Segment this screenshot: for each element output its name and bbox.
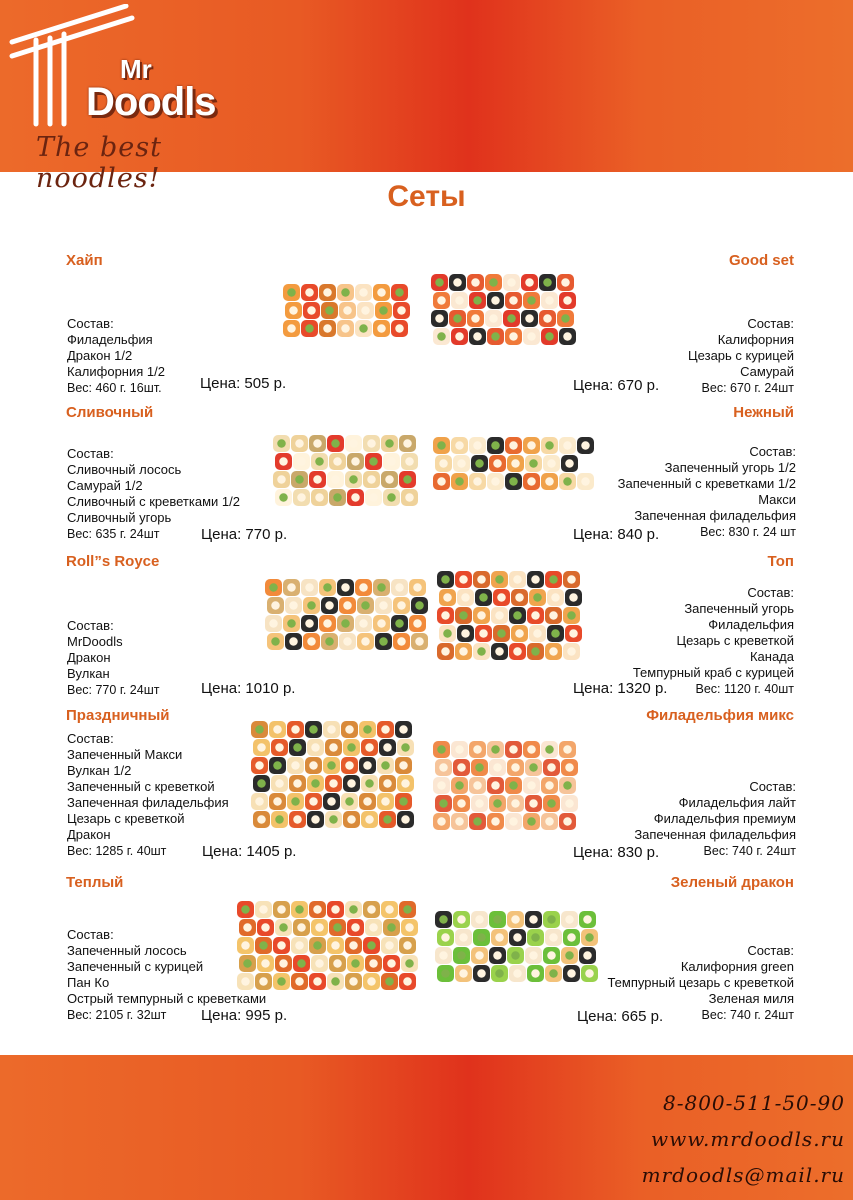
set-price bbox=[200, 375, 286, 392]
set-weight: Вес: 1285 г. 40шт bbox=[67, 844, 167, 858]
composition-label: Состав: bbox=[67, 927, 114, 942]
set-composition bbox=[67, 316, 165, 396]
composition-item: Запеченный с курицей bbox=[67, 959, 204, 974]
set-price bbox=[577, 1008, 663, 1025]
composition-label: Состав: bbox=[747, 943, 794, 958]
contact-phone: 8-800-511-50-90 bbox=[662, 1091, 845, 1115]
price-value: 665 р. bbox=[621, 1008, 664, 1025]
price-value: 1010 р. bbox=[245, 680, 296, 697]
composition-item: MrDoodls bbox=[67, 634, 123, 649]
composition-label: Состав: bbox=[747, 585, 794, 600]
brand-doodls: Doodls bbox=[86, 80, 216, 124]
set-name: Сливочный bbox=[66, 404, 154, 421]
page-title: Сеты bbox=[387, 180, 466, 213]
price-label: Цена: bbox=[202, 843, 243, 860]
sushi-set-image bbox=[236, 900, 428, 996]
composition-label: Состав: bbox=[67, 731, 114, 746]
composition-item: Запеченный лосось bbox=[67, 943, 187, 958]
set-name: Good set bbox=[728, 252, 794, 269]
composition-item: Дракон bbox=[67, 827, 111, 842]
composition-item: Вулкан 1/2 bbox=[67, 763, 132, 778]
price-value: 670 р. bbox=[617, 377, 660, 394]
set-name: Топ bbox=[767, 553, 794, 570]
set-composition bbox=[67, 618, 159, 698]
price-value: 1320 р. bbox=[617, 680, 668, 697]
composition-item: Запеченный с креветкой bbox=[67, 779, 215, 794]
sushi-set-image bbox=[264, 578, 429, 656]
composition-item: Цезарь с курицей bbox=[688, 348, 794, 363]
composition-item: Цезарь с креветкой bbox=[676, 633, 794, 648]
composition-item: Филадельфия лайт bbox=[678, 795, 796, 810]
set-weight: Вес: 670 г. 24шт bbox=[701, 381, 794, 395]
composition-label: Состав: bbox=[67, 618, 114, 633]
composition-item: Запеченный с креветками 1/2 bbox=[617, 476, 796, 491]
set-price bbox=[573, 680, 667, 697]
set-name: Нежный bbox=[733, 404, 794, 421]
composition-item: Самурай 1/2 bbox=[67, 478, 143, 493]
sushi-set-image bbox=[432, 436, 594, 506]
composition-item: Запеченная филадельфия bbox=[634, 827, 796, 842]
composition-item: Острый темпурный с креветками bbox=[67, 991, 267, 1006]
contact-email: mrdoodls@mail.ru bbox=[641, 1163, 845, 1187]
composition-item: Запеченный Макси bbox=[67, 747, 183, 762]
composition-item: Самурай bbox=[740, 364, 794, 379]
set-weight: Вес: 2105 г. 32шт bbox=[67, 1008, 167, 1022]
price-value: 505 р. bbox=[244, 375, 287, 392]
composition-item: Калифорния bbox=[717, 332, 794, 347]
price-value: 840 р. bbox=[617, 526, 660, 543]
price-value: 1405 р. bbox=[246, 843, 297, 860]
composition-item: Калифорния green bbox=[680, 959, 794, 974]
sushi-set-image bbox=[432, 740, 592, 836]
composition-item: Сливочный с креветками 1/2 bbox=[67, 494, 240, 509]
composition-item: Филадельфия bbox=[708, 617, 794, 632]
brand-mr: Mr bbox=[120, 54, 152, 84]
set-price bbox=[573, 377, 659, 394]
composition-item: Запеченная филадельфия bbox=[634, 508, 796, 523]
set-weight: Вес: 635 г. 24шт bbox=[67, 527, 160, 541]
set-price bbox=[201, 680, 295, 697]
price-label: Цена: bbox=[201, 1007, 242, 1024]
set-price bbox=[202, 843, 296, 860]
composition-item: Канада bbox=[749, 649, 794, 664]
composition-item: Запеченный угорь 1/2 bbox=[664, 460, 796, 475]
price-label: Цена: bbox=[573, 377, 614, 394]
price-label: Цена: bbox=[201, 526, 242, 543]
set-composition bbox=[67, 731, 229, 859]
composition-item: Темпурный краб с курицей bbox=[632, 665, 794, 680]
composition-item: Вулкан bbox=[67, 666, 110, 681]
price-value: 830 р. bbox=[617, 844, 660, 861]
composition-item: Калифорния 1/2 bbox=[67, 364, 165, 379]
set-weight: Вес: 740 г. 24шт bbox=[701, 1008, 794, 1022]
composition-item: Макси bbox=[758, 492, 796, 507]
composition-item: Сливочный угорь bbox=[67, 510, 172, 525]
composition-item: Дракон 1/2 bbox=[67, 348, 133, 363]
composition-label: Состав: bbox=[67, 446, 114, 461]
sushi-set-image bbox=[434, 910, 599, 996]
composition-label: Состав: bbox=[749, 444, 796, 459]
price-label: Цена: bbox=[201, 680, 242, 697]
sushi-set-image bbox=[282, 283, 422, 353]
set-price bbox=[573, 526, 659, 543]
footer-band bbox=[0, 1055, 853, 1200]
price-value: 770 р. bbox=[245, 526, 288, 543]
set-name: Теплый bbox=[66, 874, 124, 891]
header-band bbox=[0, 0, 853, 194]
set-price bbox=[573, 844, 659, 861]
composition-item: Дракон bbox=[67, 650, 111, 665]
set-composition bbox=[688, 316, 794, 396]
contact-website: www.mrdoodls.ru bbox=[650, 1127, 845, 1151]
set-price bbox=[201, 1007, 287, 1024]
composition-item: Филадельфия bbox=[67, 332, 153, 347]
sushi-set-image bbox=[250, 720, 428, 838]
set-weight: Вес: 1120 г. 40шт bbox=[695, 682, 794, 696]
price-label: Цена: bbox=[577, 1008, 618, 1025]
price-label: Цена: bbox=[573, 844, 614, 861]
set-name: Праздничный bbox=[66, 707, 170, 724]
composition-item: Запеченная филадельфия bbox=[67, 795, 229, 810]
brand-tagline: The best noodles! bbox=[36, 132, 162, 194]
set-name: Зеленый дракон bbox=[670, 874, 794, 891]
price-label: Цена: bbox=[573, 680, 614, 697]
sushi-set-image bbox=[430, 273, 588, 361]
set-weight: Вес: 830 г. 24 шт bbox=[700, 525, 796, 539]
composition-item: Темпурный цезарь с креветкой bbox=[607, 975, 794, 990]
composition-item: Запеченный угорь bbox=[684, 601, 794, 616]
price-label: Цена: bbox=[200, 375, 241, 392]
composition-item: Зеленая миля bbox=[708, 991, 794, 1006]
sushi-set-image bbox=[436, 570, 596, 668]
price-value: 995 р. bbox=[245, 1007, 288, 1024]
composition-item: Филадельфия премиум bbox=[653, 811, 796, 826]
set-name: Филадельфия микс bbox=[646, 707, 794, 724]
composition-label: Состав: bbox=[749, 779, 796, 794]
sushi-set-image bbox=[272, 434, 422, 506]
set-weight: Вес: 740 г. 24шт bbox=[703, 844, 796, 858]
composition-label: Состав: bbox=[747, 316, 794, 331]
set-name: Roll”s Royce bbox=[66, 553, 160, 570]
composition-label: Состав: bbox=[67, 316, 114, 331]
composition-item: Пан Ко bbox=[67, 975, 110, 990]
set-name: Хайп bbox=[66, 252, 103, 269]
set-price bbox=[201, 526, 287, 543]
composition-item: Сливочный лосось bbox=[67, 462, 182, 477]
brand-logo bbox=[8, 4, 248, 194]
composition-item: Цезарь с креветкой bbox=[67, 811, 185, 826]
set-weight: Вес: 770 г. 24шт bbox=[67, 683, 160, 697]
set-weight: Вес: 460 г. 16шт. bbox=[67, 381, 162, 395]
price-label: Цена: bbox=[573, 526, 614, 543]
